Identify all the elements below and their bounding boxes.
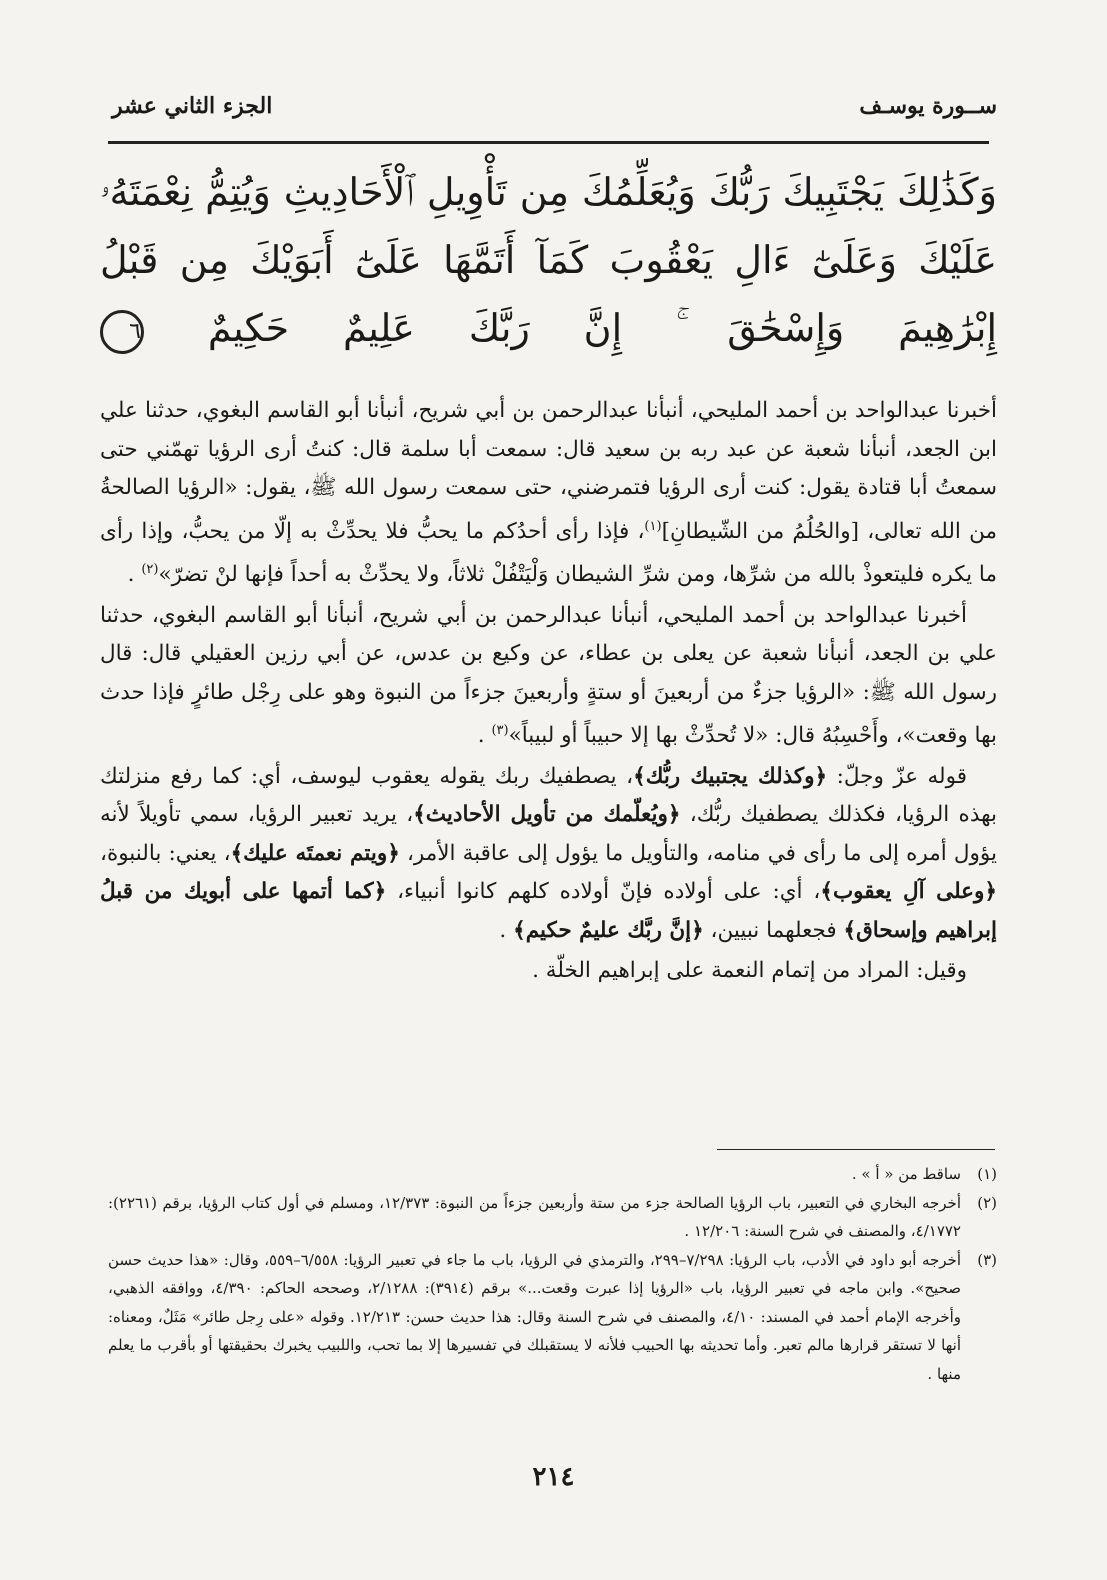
quran-quote: ﴿ويُعلّمك من تأويل الأحاديث﴾ bbox=[413, 802, 681, 828]
quran-quote: ﴿ويتم نعمتَه عليك﴾ bbox=[230, 840, 400, 866]
page-number: ٢١٤ bbox=[532, 1462, 575, 1492]
paragraph-note bbox=[100, 952, 997, 991]
footnote-rule bbox=[717, 1149, 995, 1150]
quran-quote: ﴿وعلى آلِ يعقوب﴾ bbox=[820, 879, 997, 905]
footnote-number: (٣) bbox=[977, 1250, 997, 1269]
juz-title: الجزء الثاني عشر bbox=[112, 93, 273, 119]
footnote-ref: (٣) bbox=[491, 723, 509, 739]
commentary-body bbox=[100, 392, 997, 993]
paragraph-text: ، أي: على أولاده فإنّ أولاده كلهم كانوا أنبياء، bbox=[386, 879, 821, 905]
paragraph-tafsir bbox=[100, 758, 997, 951]
running-header bbox=[112, 86, 997, 126]
paragraph-text: أخبرنا عبدالواحد بن أحمد المليحي، أنبأنا عبدالرحمن بن أبي شريح، أنبأنا أبو القاسم البغوي، حدثنا علي ابن الجعد، أنبأنا شعبة عن عبد ربه بن سعيد قال: سمعت أبا سلمة قال: كنتُ أرى الرؤيا تهمّني حتى سمعتُ أبا قتادة يقول: كنت أرى الرؤيا فتمرضني، حتى سمعت رسول الله ﷺ، يقول: «الرؤيا الصالحةُ من الله تعالى، [والحُلُمُ من الشّيطانِ] bbox=[100, 398, 997, 544]
footnote-text: أخرجه أبو داود في الأدب، باب الرؤيا: ٧/٢٩٨–٢٩٩، والترمذي في الرؤيا، باب ما جاء في تعبير الرؤيا: ٦/٥٥٨–٥٥٩، وقال: «هذا حديث حسن صحيح». وابن ماجه في تعبير الرؤيا، باب «الرؤيا إذا عبرت وقعت...» برقم (٣٩١٤): ٢/١٢٨٨، وصححه الحاكم: ٤/٣٩٠، ووافقه الذهبي، وأخرجه الإمام أحمد في المسند: ٤/١٠، والمصنف في شرح السنة وقال: هذا حديث حسن: ١٢/٢١٣. وقوله «على رِجل طائر» مَثَلٌ، ومعناه: أنها لا تستقر قرارها مالم تعبر. وأما تحديثه بها الحبيب فلأنه لا يستقبلك في تفسيرها إلا بما تحب، واللبيب يخبرك بحقيقتها أو بأقرب ما يعلم منها . bbox=[108, 1250, 962, 1383]
footnote-number: (١) bbox=[977, 1165, 997, 1183]
paragraph-text: فجعلهما نبيين، bbox=[703, 917, 844, 943]
footnote-ref: (١) bbox=[644, 518, 662, 534]
quran-quote: ﴿كما أتمها على أبويك من قبلُ إبراهيم وإسحاق﴾ bbox=[100, 879, 997, 943]
paragraph-text: . bbox=[477, 723, 492, 749]
quran-quote: ﴿إنَّ ربَّك عليمٌ حكيم﴾ bbox=[513, 917, 704, 943]
paragraph-hadith-1 bbox=[100, 392, 997, 595]
header-rule bbox=[108, 141, 989, 144]
footnote-text: أخرجه البخاري في التعبير، باب الرؤيا الصالحة جزء من ستة وأربعين جزءاً من النبوة: ١٢/٣٧٣، ومسلم في أول كتاب الرؤيا، برقم (٢٢٦١): ٤/١٧٧٢، والمصنف في شرح السنة: ١٢/٢٠٦ . bbox=[108, 1193, 961, 1240]
footnote-2 bbox=[108, 1189, 997, 1246]
footnotes bbox=[108, 1160, 997, 1388]
quran-verse bbox=[100, 158, 997, 380]
paragraph-text: قوله عزّ وجلّ: bbox=[827, 763, 967, 789]
paragraph-text: ، يعني: بالنبوة، bbox=[100, 840, 231, 866]
verse-number-marker: ٦ bbox=[100, 310, 144, 354]
surah-title: ســورة يوسـف bbox=[859, 93, 997, 119]
footnote-ref: (٢) bbox=[141, 562, 159, 578]
footnote-3 bbox=[108, 1246, 997, 1389]
paragraph-text: أخبرنا عبدالواحد بن أحمد المليحي، أنبأنا عبدالرحمن بن أبي شريح، أنبأنا أبو القاسم البغوي، حدثنا علي بن الجعد، أنبأنا شعبة عن يعلى بن عطاء، عن وكيع بن عدس، عن أبي رزين العقيلي قال: قال رسول الله ﷺ: «الرؤيا جزءٌ من أربعينَ أو ستةٍ وأربعينَ جزءاً من النبوة وهو على رِجْل طائرٍ فإذا حدث بها وقعت»، وأَحْسِبُهُ قال: «لا تُحدِّثْ بها إلا حبيباً أو لبيباً» bbox=[100, 602, 997, 749]
paragraph-text: ، يصطفيك ربك يقوله يعقوب ليوسف، أي: كما رفع منزلتك بهذه الرؤيا، فكذلك يصطفيك ربُّك، bbox=[100, 763, 997, 828]
quran-quote: ﴿وكذلك يجتبيك ربُّك﴾ bbox=[633, 763, 828, 789]
paragraph-hadith-2 bbox=[100, 597, 997, 756]
footnote-number: (٢) bbox=[977, 1193, 997, 1212]
verse-text: وَكَذَٰلِكَ يَجْتَبِيكَ رَبُّكَ وَيُعَلِّمُكَ مِن تَأْوِيلِ ٱلْأَحَادِيثِ وَيُتِمُّ نِعْمَتَهُۥ عَلَيْكَ وَعَلَىٰٓ ءَالِ يَعْقُوبَ كَمَآ أَتَمَّهَا عَلَىٰٓ أَبَوَيْكَ مِن قَبْلُ إِبْرَٰهِيمَ وَإِسْحَٰقَ ۚ إِنَّ رَبَّكَ عَلِيمٌ حَكِيمٌ bbox=[100, 170, 997, 350]
paragraph-text: . bbox=[499, 917, 514, 943]
paragraph-text: وقيل: المراد من إتمام النعمة على إبراهيم الخلّة . bbox=[532, 958, 967, 984]
footnote-1 bbox=[108, 1160, 997, 1189]
paragraph-text: ، فإذا رأى أحدُكم ما يحبُّ فلا يحدِّثْ به إلّا من يحبُّ، وإذا رأى ما يكره فليتعوذْ بالله من شرِّها، ومن شرِّ الشيطان وَلْيَتْفُلْ ثلاثاً، ولا يحدِّثْ به أحداً فإنها لنْ تضرّ» bbox=[100, 518, 997, 588]
footnote-text: ساقط من « أ » . bbox=[851, 1165, 961, 1183]
paragraph-text: . bbox=[127, 562, 142, 588]
paragraph-text: ، يريد تعبير الرؤيا، سمي تأويلاً لأنه يؤول أمره إلى ما رأى في منامه، والتأويل ما يؤول إلى عاقبة الأمر، bbox=[100, 802, 997, 866]
